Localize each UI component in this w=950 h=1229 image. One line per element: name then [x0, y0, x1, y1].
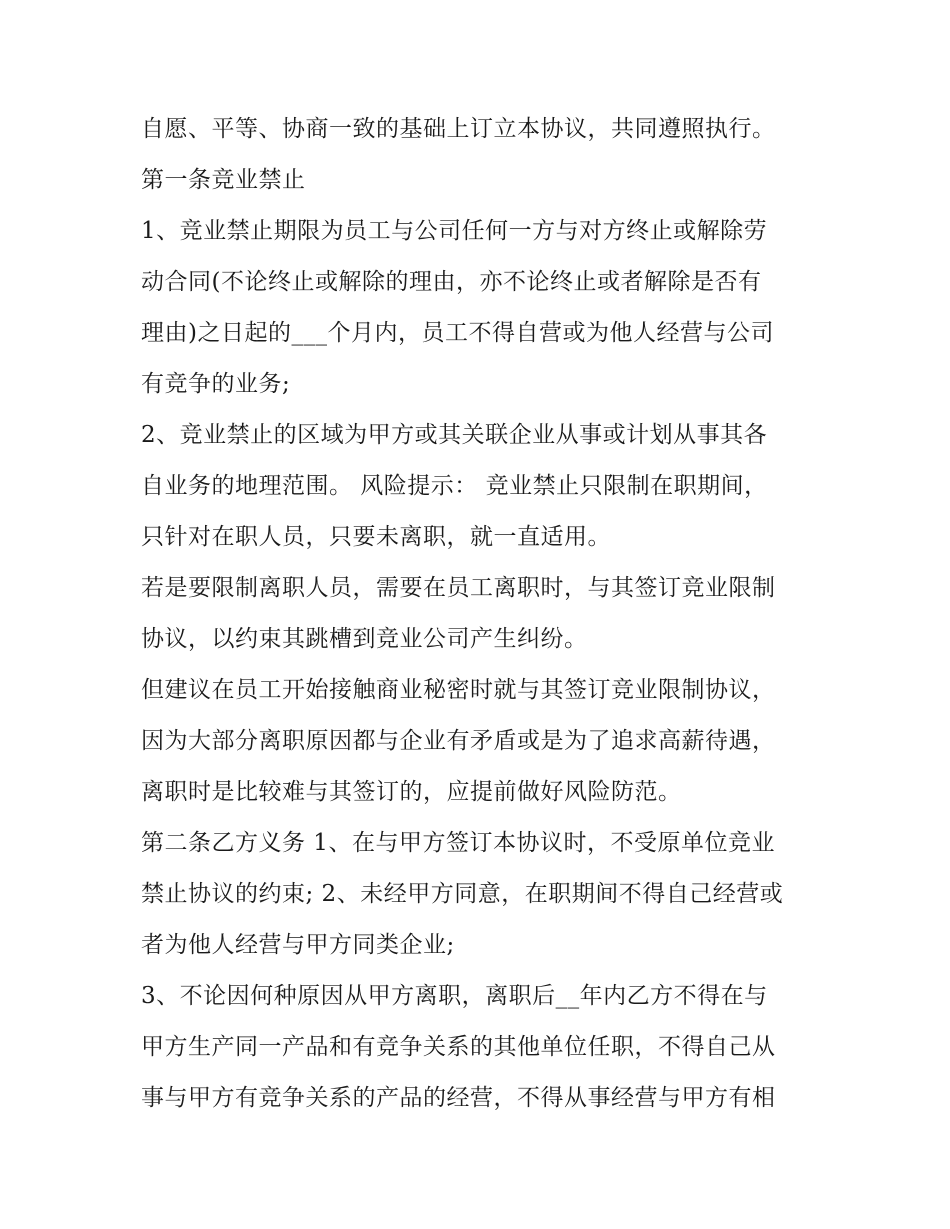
text-line: 第二条乙方义务 1、在与甲方签订本协议时，不受原单位竞业 [141, 830, 775, 856]
text-line: 第一条竞业禁止 [141, 167, 306, 193]
text-line: 有竞争的业务; [141, 371, 291, 397]
text-line: 者为他人经营与甲方同类企业; [141, 932, 455, 958]
paragraph-intro [141, 104, 831, 155]
text-line: 只针对在职人员，只要未离职，就一直适用。 [141, 524, 611, 550]
text-line: 事与甲方有竞争关系的产品的经营，不得从事经营与甲方有相 [141, 1085, 776, 1111]
heading-article-1 [141, 155, 831, 206]
text-line: 理由)之日起的___个月内，员工不得自营或为他人经营与公司 [141, 320, 774, 346]
text-line: 自愿、平等、协商一致的基础上订立本协议，共同遵照执行。 [141, 116, 776, 142]
paragraph-clause-1 [141, 206, 831, 410]
document-body [141, 104, 831, 1124]
paragraph-article-2 [141, 818, 831, 971]
paragraph-restriction-note [141, 563, 831, 665]
text-line: 甲方生产同一产品和有竞争关系的其他单位任职，不得自己从 [141, 1034, 776, 1060]
text-line: 3、不论因何种原因从甲方离职，离职后__年内乙方不得在与 [141, 983, 768, 1009]
text-line: 离职时是比较难与其签订的，应提前做好风险防范。 [141, 779, 682, 805]
text-line: 禁止协议的约束; 2、未经甲方同意，在职期间不得自己经营或 [141, 881, 784, 907]
text-line: 动合同(不论终止或解除的理由，亦不论终止或者解除是否有 [141, 269, 762, 295]
text-line: 1、竞业禁止期限为员工与公司任何一方与对方终止或解除劳 [141, 218, 768, 244]
paragraph-clause-2 [141, 410, 831, 563]
text-line: 2、竞业禁止的区域为甲方或其关联企业从事或计划从事其各 [141, 422, 768, 448]
text-line: 若是要限制离职人员，需要在员工离职时，与其签订竞业限制 [141, 575, 776, 601]
text-line: 自业务的地理范围。 风险提示： 竞业禁止只限制在职期间， [141, 473, 768, 499]
text-line: 因为大部分离职原因都与企业有矛盾或是为了追求高薪待遇， [141, 728, 776, 754]
text-line: 协议，以约束其跳槽到竞业公司产生纠纷。 [141, 626, 588, 652]
paragraph-clause-3 [141, 971, 831, 1124]
text-line: 但建议在员工开始接触商业秘密时就与其签订竞业限制协议， [141, 677, 776, 703]
paragraph-suggestion [141, 665, 831, 818]
